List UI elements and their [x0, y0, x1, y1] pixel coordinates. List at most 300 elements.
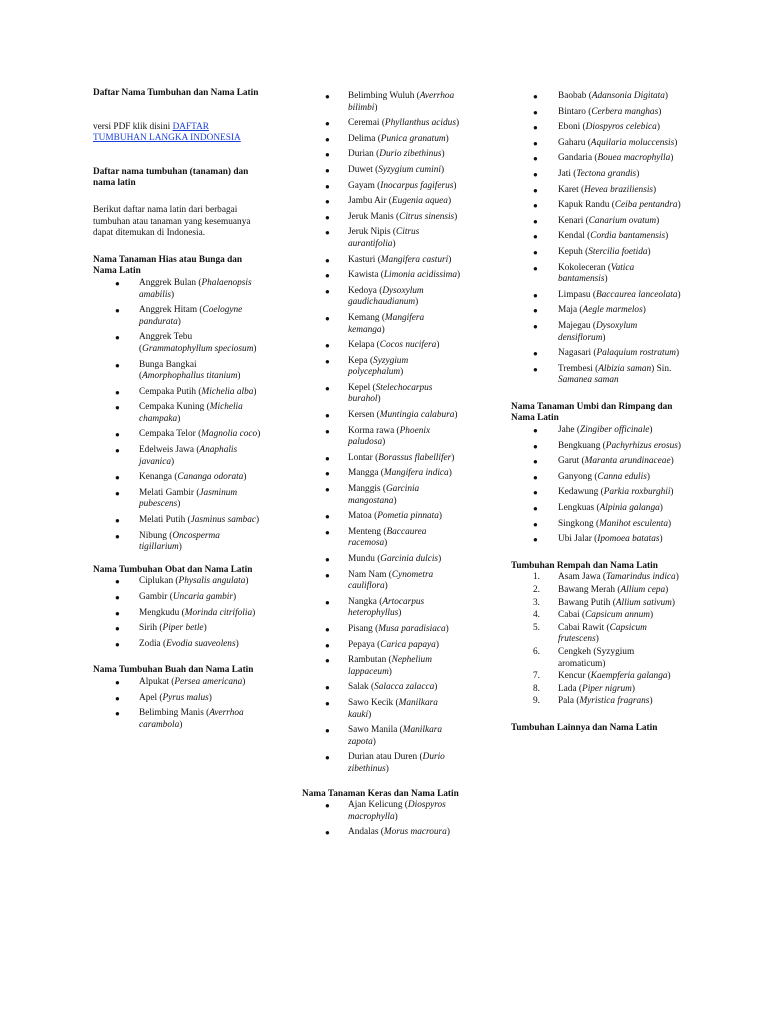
plant-name: Pepaya — [348, 639, 375, 650]
list-item: ● Pisang (Musa paradisiaca) — [325, 623, 449, 634]
item-number: 8. — [533, 683, 540, 694]
latin-name: Michelia alba — [201, 386, 254, 397]
list-item: ● Zodia (Evodia suaveolens) — [115, 638, 239, 649]
plant-name: Cabai — [558, 610, 580, 621]
bullet-icon: ● — [325, 453, 330, 463]
column-left — [93, 88, 261, 735]
bullet-icon: ● — [533, 247, 538, 257]
latin-name: Cerbera manghas — [591, 106, 659, 117]
plant-name: Jeruk Nipis — [348, 227, 391, 238]
plant-name: Maja — [558, 305, 578, 316]
latin-name: Jasminum pubescens — [139, 487, 238, 510]
list-item: ● Singkong (Manihot esculenta) — [533, 518, 672, 529]
latin-name: Albizia saman — [598, 363, 652, 374]
latin-name: Eugenia aquea — [391, 196, 448, 207]
latin-name: Diospyros celebica — [585, 122, 657, 133]
bullet-icon: ● — [115, 488, 120, 498]
list-item: ● Mengkudu (Morinda citrifolia) — [115, 607, 256, 618]
bullet-icon: ● — [533, 488, 538, 498]
plant-name: Gayam — [348, 180, 375, 191]
list-item: ● Kedoya (Dysoxylum gaudichaudianum) — [325, 285, 424, 308]
plant-name: Manggis — [348, 484, 381, 495]
latin-name: Citrus sinensis — [399, 211, 455, 222]
latin-name: Bouea macrophylla — [597, 153, 671, 164]
list-item: ● Apel (Pyrus malus) — [115, 692, 212, 703]
latin-name: Aquilaria moluccensis — [590, 137, 675, 148]
latin-name: Canarium ovatum — [588, 215, 657, 226]
list-item: ● Jati (Tectona grandis) — [533, 168, 640, 179]
latin-name: Anaphalis javanica — [139, 445, 238, 467]
latin-name: Manilkara zapota — [348, 725, 442, 747]
plant-name: Cengkeh — [558, 646, 592, 657]
plant-name: Kepa — [348, 355, 368, 366]
list-item: ● Kenanga (Cananga odorata) — [115, 472, 247, 483]
plant-name: Ganyong — [558, 471, 593, 482]
latin-name: Grammatophyllum speciosum — [142, 343, 254, 354]
list-item: ● Edelweis Jawa (Anaphalis javanica) — [115, 445, 238, 467]
plant-name: Bunga Bangkai — [139, 359, 197, 370]
list-item: ● Melati Putih (Jasminus sambac) — [115, 515, 260, 526]
bullet-icon: ● — [325, 286, 330, 296]
latin-name: Parkia roxburghii — [603, 487, 671, 498]
bullet-icon: ● — [325, 212, 330, 222]
intro-paragraph: Berikut daftar nama latin dari berbagai tumbuhan atau tanaman yang kesemuanya dapat ditemukan di Indonesia. — [93, 204, 251, 239]
list-rempah — [511, 572, 681, 708]
list-item: ● Lengkuas (Alpinia galanga) — [533, 503, 663, 514]
list-item: ● Duwet (Syzygium cumini) — [325, 164, 445, 175]
list-item: ● Alpukat (Persea americana) — [115, 676, 246, 687]
bullet-icon: ● — [115, 516, 120, 526]
plant-name: Gaharu — [558, 137, 586, 148]
bullet-icon: ● — [533, 107, 538, 117]
bullet-icon: ● — [325, 726, 330, 736]
bullet-icon: ● — [325, 134, 330, 144]
list-item: 1. Asam Jawa (Tamarindus indica) — [533, 572, 679, 583]
latin-name: Canna edulis — [597, 471, 647, 482]
list-item: ● Kapuk Randu (Ceiba pentandra) — [533, 200, 681, 211]
latin-name: Limonia acidissima — [383, 270, 457, 281]
latin-name: Nephelium lappaceum — [348, 655, 432, 677]
latin-name: Ceiba pentandra — [614, 200, 678, 211]
list-item: 9. Pala (Myristica fragrans) — [533, 696, 653, 707]
bullet-icon: ● — [115, 360, 120, 370]
list-item: ● Ceremai (Phyllanthus acidus) — [325, 118, 460, 129]
list-item: ● Cempaka Putih (Michelia alba) — [115, 386, 257, 397]
plant-name: Mengkudu — [139, 607, 180, 618]
list-item: ● Gaharu (Aquilaria moluccensis) — [533, 137, 678, 148]
plant-name: Mangga — [348, 468, 379, 479]
plant-name: Durian — [348, 149, 374, 160]
item-number: 7. — [533, 671, 540, 682]
list-item: ● Kepa (Syzygium polycephalum) — [325, 355, 409, 378]
list-item: ● Belimbing Manis (Averrhoa carambola) — [115, 708, 244, 730]
list-buah-continued — [302, 91, 462, 776]
latin-name: Averrhoa carambola — [139, 708, 244, 730]
plant-name: Pala — [558, 696, 575, 707]
latin-name: Piper nigrum — [582, 683, 632, 694]
list-item: 4. Cabai (Capsicum annum) — [533, 610, 654, 621]
latin-name: Cocos nucifera — [379, 340, 437, 351]
bullet-icon: ● — [533, 457, 538, 467]
latin-name: Mangifera kemanga — [348, 312, 425, 335]
plant-name: Cempaka Telor — [139, 429, 196, 440]
latin-name: Palaquium rostratum — [596, 348, 676, 359]
bullet-icon: ● — [325, 165, 330, 175]
latin-name: Dysoxylum gaudichaudianum — [348, 285, 424, 308]
bullet-icon: ● — [325, 426, 330, 436]
list-item: ● Kemang (Mangifera kemanga) — [325, 312, 425, 335]
bullet-icon: ● — [533, 290, 538, 300]
plant-name: Menteng — [348, 526, 382, 537]
latin-name: Capsicum frutescens — [558, 622, 647, 645]
plant-name: Kedawung — [558, 487, 599, 498]
latin-name: Alpinia galanga — [599, 503, 660, 514]
plant-name: Durian atau Duren — [348, 752, 418, 763]
list-item: ● Manggis (Garcinia mangostana) — [325, 484, 420, 506]
pdf-prefix: versi PDF klik disini — [93, 121, 173, 132]
list-item: ● Sirih (Piper betle) — [115, 623, 207, 634]
bullet-icon: ● — [325, 801, 330, 811]
latin-name: Myristica fragrans — [579, 696, 650, 707]
list-item: ● Maja (Aegle marmelos) — [533, 305, 646, 316]
latin-name: Garcinia dulcis — [380, 554, 439, 564]
latin-name: Cynometra cauliflora — [348, 569, 434, 592]
list-item: ● Jeruk Manis (Citrus sinensis) — [325, 211, 458, 222]
list-item: ● Jahe (Zingiber officinale) — [533, 425, 653, 436]
item-number: 5. — [533, 622, 540, 633]
column-right — [511, 91, 681, 735]
bullet-icon: ● — [325, 485, 330, 495]
latin-name: Musa paradisiaca — [378, 623, 446, 634]
bullet-icon: ● — [325, 197, 330, 207]
list-item: ● Kersen (Muntingia calabura) — [325, 410, 458, 421]
list-item: ● Kendal (Cordia bantamensis) — [533, 231, 669, 242]
list-item: ● Kepuh (Stercilia foetida) — [533, 246, 651, 257]
plant-name: Apel — [139, 692, 158, 703]
bullet-icon: ● — [533, 321, 538, 331]
synonym-prefix: Sin. — [656, 363, 672, 374]
bullet-icon: ● — [533, 185, 538, 195]
latin-name: Diospyros macrophylla — [348, 800, 446, 822]
latin-name: Tectona grandis — [576, 168, 637, 179]
latin-name: Salacca zalacca — [374, 682, 435, 693]
plant-name: Jati — [558, 168, 571, 179]
list-item: ● Mangga (Mangifera indica) — [325, 468, 452, 479]
list-item: ● Cempaka Kuning (Michelia champaka) — [115, 402, 243, 424]
plant-name: Rambutan — [348, 655, 387, 666]
plant-name: Kenari — [558, 215, 584, 226]
list-item: ● Kedawung (Parkia roxburghii) — [533, 487, 674, 498]
document-title: Daftar Nama Tumbuhan dan Nama Latin — [93, 88, 259, 98]
list-item: ● Bengkuang (Pachyrhizus erosus) — [533, 440, 681, 451]
latin-name: Allium sativum — [615, 597, 672, 608]
plant-name: Sawo Kecik — [348, 697, 394, 708]
list-item: ● Garut (Maranta arundinaceae) — [533, 456, 674, 467]
latin-name: Amorphophallus titanium — [142, 371, 238, 382]
bullet-icon: ● — [533, 504, 538, 514]
latin-name: Magnolia coco — [201, 429, 258, 440]
bullet-icon: ● — [115, 608, 120, 618]
plant-name: Duwet — [348, 164, 373, 175]
latin-name: Tamarindus indica — [606, 572, 676, 583]
latin-name: Baccaurea racemosa — [348, 526, 427, 549]
latin-name: Michelia champaka — [139, 402, 243, 424]
plant-name: Nangka — [348, 596, 377, 607]
latin-name: Adansonia Digitata — [591, 91, 665, 101]
plant-name: Sawo Manila — [348, 725, 398, 736]
bullet-icon: ● — [533, 201, 538, 211]
list-item: ● Salak (Salacca zalacca) — [325, 682, 438, 693]
plant-name: Mundu — [348, 554, 375, 564]
bullet-icon: ● — [533, 232, 538, 242]
list-item: ● Lontar (Borassus flabellifer) — [325, 452, 455, 463]
plant-name: Lengkuas — [558, 503, 595, 514]
bullet-icon: ● — [115, 446, 120, 456]
bullet-icon: ● — [325, 356, 330, 366]
latin-name: Morus macroura — [383, 827, 447, 838]
latin-name: Evodia suaveolens — [166, 638, 236, 649]
plant-name: Ubi Jalar — [558, 534, 592, 545]
list-item: ● Sawo Kecik (Manilkara kauki) — [325, 697, 438, 720]
list-item: ● Anggrek Tebu (Grammatophyllum speciosum) — [115, 332, 257, 354]
bullet-icon: ● — [533, 306, 538, 316]
latin-name: Vatica bantamensis — [558, 262, 635, 285]
plant-name: Nam Nam — [348, 569, 387, 580]
latin-name: Baccaurea lanceolata — [595, 289, 678, 300]
bullet-icon: ● — [325, 119, 330, 129]
list-item: ● Kenari (Canarium ovatum) — [533, 215, 660, 226]
plant-name: Gambir — [139, 592, 168, 602]
bullet-icon: ● — [533, 441, 538, 451]
list-item: ● Belimbing Wuluh (Averrhoa bilimbi) — [325, 91, 455, 113]
bullet-icon: ● — [325, 624, 330, 634]
bullet-icon: ● — [533, 349, 538, 359]
plant-name: Bintaro — [558, 106, 586, 117]
item-number: 9. — [533, 696, 540, 707]
bullet-icon: ● — [115, 577, 120, 587]
latin-name: Capsicum annum — [585, 610, 650, 621]
section-heading-buah: Nama Tumbuhan Buah dan Nama Latin — [93, 665, 254, 676]
list-item: 2. Bawang Merah (Allium cepa) — [533, 585, 669, 595]
list-keras-continued — [511, 91, 681, 387]
list-item: ● Pepaya (Carica papaya) — [325, 639, 439, 650]
list-item: ● Kawista (Limonia acidissima) — [325, 270, 461, 281]
plant-name: Kokoleceran — [558, 262, 606, 273]
list-item: ● Ubi Jalar (Ipomoea batatas) — [533, 534, 663, 545]
latin-name: Piper betle — [162, 623, 204, 634]
plant-name: Pisang — [348, 623, 373, 634]
section-heading-lainnya: Tumbuhan Lainnya dan Nama Latin — [511, 722, 658, 733]
list-item: ● Kepel (Stelechocarpus burahol) — [325, 382, 433, 405]
list-item: ● Nangka (Artocarpus heterophyllus) — [325, 596, 425, 619]
plant-name: Cabai Rawit — [558, 622, 605, 633]
latin-name: Zingiber officinale — [579, 425, 650, 436]
list-item: ● Baobab (Adansonia Digitata) — [533, 91, 669, 101]
bullet-icon: ● — [325, 828, 330, 838]
bullet-icon: ● — [533, 169, 538, 179]
list-item: ● Gambir (Uncaria gambir) — [115, 592, 237, 602]
bullet-icon: ● — [325, 271, 330, 281]
plant-name: Kepel — [348, 382, 371, 393]
bullet-icon: ● — [533, 364, 538, 374]
plant-name: Lontar — [348, 452, 373, 463]
latin-name: Hevea braziliensis — [584, 184, 654, 195]
plant-name: Trembesi — [558, 363, 593, 374]
plant-name: Garut — [558, 456, 580, 467]
plant-name: Andalas — [348, 827, 379, 838]
bullet-icon: ● — [533, 519, 538, 529]
list-item: ● Kelapa (Cocos nucifera) — [325, 340, 440, 351]
bullet-icon: ● — [325, 512, 330, 522]
latin-name: Cordia bantamensis — [590, 231, 666, 242]
latin-name: Punica granatum — [380, 133, 446, 144]
bullet-icon: ● — [533, 535, 538, 545]
list-item: ● Nibung (Oncosperma tigillarium) — [115, 530, 220, 553]
latin-name: Citrus aurantifolia — [348, 227, 420, 249]
list-item: ● Gandaria (Bouea macrophylla) — [533, 153, 674, 164]
latin-name: Mangifera indica — [383, 468, 449, 479]
list-item: ● Jambu Air (Eugenia aquea) — [325, 196, 452, 207]
bullet-icon: ● — [115, 531, 120, 541]
plant-name: Kenanga — [139, 472, 173, 483]
latin-name: Pachyrhizus erosus — [605, 440, 678, 451]
bullet-icon: ● — [325, 255, 330, 265]
bullet-icon: ● — [325, 656, 330, 666]
list-item: ● Durian (Durio zibethinus) — [325, 149, 445, 160]
plant-name: Anggrek Tebu — [139, 332, 193, 343]
section-heading-keras: Nama Tanaman Keras dan Nama Latin — [302, 788, 459, 799]
bullet-icon: ● — [115, 473, 120, 483]
latin-name: Coelogyne pandurata — [139, 305, 243, 327]
plant-name: Kapuk Randu — [558, 200, 610, 211]
plant-name: Matoa — [348, 511, 372, 522]
plant-name: Singkong — [558, 518, 594, 529]
plant-name: Kasturi — [348, 254, 376, 265]
bullet-icon: ● — [115, 624, 120, 634]
plant-name: Ceremai — [348, 118, 380, 129]
list-item: ● Nam Nam (Cynometra cauliflora) — [325, 569, 434, 592]
latin-name: Garcinia mangostana — [348, 484, 420, 506]
list-item: ● Kasturi (Mangifera casturi) — [325, 254, 452, 265]
latin-name: Oncosperma tigillarium — [139, 530, 220, 553]
latin-name: Uncaria gambir — [172, 592, 233, 602]
plant-name: Delima — [348, 133, 376, 144]
latin-name: Syzygium cumini — [378, 164, 441, 175]
plant-name: Jahe — [558, 425, 575, 436]
bullet-icon: ● — [115, 306, 120, 316]
item-number: 4. — [533, 610, 540, 621]
section-heading-obat: Nama Tumbuhan Obat dan Nama Latin — [93, 564, 253, 575]
latin-name: Pometia pinnata — [377, 511, 439, 522]
latin-name: Durio zibethinus — [379, 149, 442, 160]
column-middle — [302, 91, 462, 843]
plant-name: Majegau — [558, 320, 591, 331]
bullet-icon: ● — [533, 138, 538, 148]
plant-name: Kepuh — [558, 246, 583, 257]
list-item: 5. Cabai Rawit (Capsicum frutescens) — [533, 622, 647, 645]
plant-name: Cempaka Putih — [139, 386, 197, 397]
plant-name: Jeruk Manis — [348, 211, 394, 222]
list-item: 7. Kencur (Kaempferia galanga) — [533, 671, 671, 682]
section-heading-rempah: Tumbuhan Rempah dan Nama Latin — [511, 560, 658, 571]
bullet-icon: ● — [325, 411, 330, 421]
bullet-icon: ● — [325, 181, 330, 191]
list-item: ● Jeruk Nipis (Citrus aurantifolia) — [325, 227, 420, 249]
plant-name: Alpukat — [139, 676, 169, 687]
list-item: ● Korma rawa (Phoenix paludosa) — [325, 425, 431, 448]
list-item: ● Limpasu (Baccaurea lanceolata) — [533, 289, 681, 300]
plant-name: Kencur — [558, 671, 586, 682]
list-hias — [93, 278, 261, 554]
bullet-icon: ● — [533, 216, 538, 226]
list-item: ● Cempaka Telor (Magnolia coco) — [115, 429, 261, 440]
section-heading-hias: Nama Tanaman Hias atau Bunga dan Nama Latin — [93, 254, 243, 277]
item-number: 1. — [533, 572, 540, 583]
list-item: ● Ajan Kelicung (Diospyros macrophylla) — [325, 800, 446, 822]
list-item: ● Ciplukan (Physalis angulata) — [115, 576, 249, 587]
plant-name: Kedoya — [348, 285, 377, 296]
latin-name: Durio zibethinus — [348, 752, 445, 774]
list-keras — [302, 800, 462, 839]
bullet-icon: ● — [325, 698, 330, 708]
list-item: ● Rambutan (Nephelium lappaceum) — [325, 655, 432, 677]
latin-name: Allium cepa — [620, 585, 666, 595]
bullet-icon: ● — [325, 753, 330, 763]
plant-name: Bawang Putih — [558, 597, 611, 608]
latin-name: Manilkara kauki — [348, 697, 438, 720]
list-item: ● Ganyong (Canna edulis) — [533, 471, 650, 482]
bullet-icon: ● — [533, 426, 538, 436]
plant-name: Asam Jawa — [558, 572, 601, 583]
latin-name: Syzygium aromaticum — [558, 646, 635, 669]
plant-name: Cempaka Kuning — [139, 402, 205, 413]
item-number: 2. — [533, 585, 540, 595]
list-item: ● Kokoleceran (Vatica bantamensis) — [533, 262, 635, 285]
latin-name: Pyrus malus — [162, 692, 209, 703]
section-heading-umbi: Nama Tanaman Umbi dan Rimpang dan Nama Latin — [511, 401, 673, 424]
latin-name: Physalis angulata — [178, 576, 246, 587]
bullet-icon: ● — [325, 150, 330, 160]
bullet-icon: ● — [115, 593, 120, 602]
plant-name: Gandaria — [558, 153, 593, 164]
plant-name: Anggrek Hitam — [139, 305, 198, 316]
latin-name: Phoenix paludosa — [348, 425, 431, 448]
list-obat — [93, 576, 261, 650]
list-umbi — [511, 425, 681, 546]
plant-name: Belimbing Manis — [139, 708, 204, 719]
latin-name: Phyllanthus acidus — [384, 118, 456, 129]
pdf-download-link[interactable]: DAFTAR TUMBUHAN LANGKA INDONESIA — [93, 121, 241, 144]
plant-name: Karet — [558, 184, 579, 195]
plant-name: Lada — [558, 683, 577, 694]
list-item: 8. Lada (Piper nigrum) — [533, 683, 635, 694]
bullet-icon: ● — [533, 263, 538, 273]
pdf-line — [93, 122, 261, 145]
list-item: ● Gayam (Inocarpus fagiferus) — [325, 180, 457, 191]
bullet-icon: ● — [115, 387, 120, 397]
list-item: ● Sawo Manila (Manilkara zapota) — [325, 725, 442, 747]
plant-name: Anggrek Bulan — [139, 277, 197, 288]
list-item: ● Karet (Hevea braziliensis) — [533, 184, 657, 195]
item-number: 3. — [533, 597, 540, 608]
bullet-icon: ● — [115, 677, 120, 687]
list-buah — [93, 677, 261, 731]
bullet-icon: ● — [115, 430, 120, 440]
latin-name: Stercilia foetida — [588, 246, 648, 257]
bullet-icon: ● — [325, 92, 330, 101]
plant-name: Kendal — [558, 231, 585, 242]
plant-name: Jambu Air — [348, 196, 387, 207]
